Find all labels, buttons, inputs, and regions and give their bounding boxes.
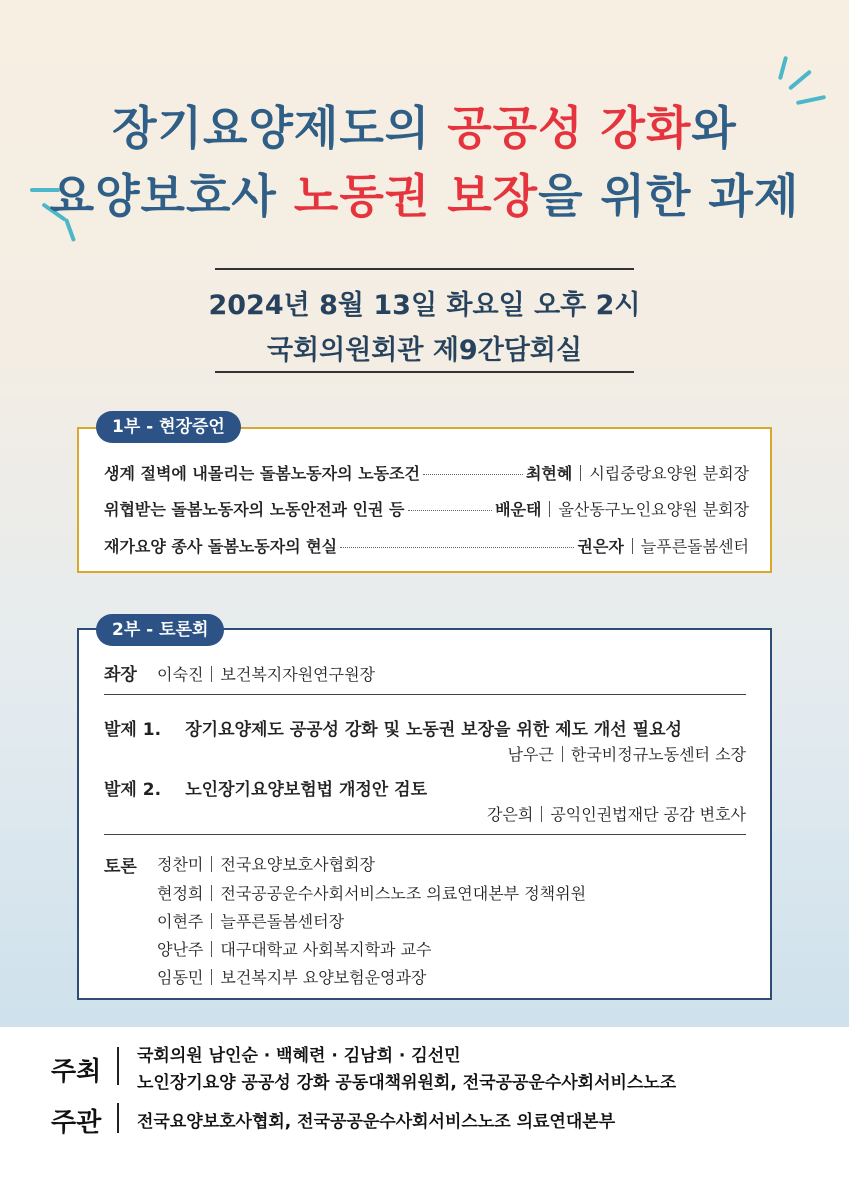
discussant-row (157, 909, 344, 932)
discussant-name: 임동민 (157, 968, 204, 987)
leader-dots (340, 547, 574, 548)
footer (0, 1027, 849, 1200)
separator (211, 941, 212, 957)
separator (549, 501, 550, 517)
event-venue: 국회의원회관 제9간담회실 (266, 335, 583, 366)
separator (211, 856, 212, 872)
divider (104, 694, 746, 695)
presentation-speaker: 강은희 (486, 805, 534, 824)
discussion-label (104, 852, 137, 877)
discussant-name: 정찬미 (157, 855, 204, 874)
discussant-row (157, 965, 426, 988)
discussant-affiliation: 전국요양보호사협회장 (220, 855, 375, 874)
host-line-1: 국회의원 남인순 · 백혜련 · 김남희 · 김선민 (137, 1046, 461, 1066)
chair-label: 좌장 (104, 665, 137, 685)
separator (580, 465, 581, 481)
presentation-1-speaker-row (508, 742, 746, 765)
title-line-1 (0, 92, 849, 158)
host-line-2: 노인장기요양 공공성 강화 공동대책위원회, 전국공공운수사회서비스노조 (137, 1073, 677, 1093)
title-line1-highlight: 공공성 강화 (447, 101, 692, 155)
discussant-affiliation: 보건복지부 요양보험운영과장 (220, 968, 427, 987)
part1-item (104, 534, 749, 557)
separator (541, 806, 542, 822)
title-line2-highlight: 노동권 보장 (293, 169, 539, 223)
discussant-row (157, 881, 586, 904)
discussant-affiliation: 늘푸른돌봄센터장 (220, 912, 345, 931)
discussant-name: 현정희 (157, 884, 204, 903)
part1-item-topic: 생계 절벽에 내몰리는 돌봄노동자의 노동조건 (104, 464, 420, 483)
presentation-affiliation: 공익인권법재단 공감 변호사 (550, 805, 746, 824)
discussant-name: 양난주 (157, 940, 204, 959)
host-label: 주최 (51, 1057, 102, 1087)
title-line-2 (0, 160, 849, 226)
part1-item-affiliation: 시립중랑요양원 분회장 (589, 464, 749, 483)
chair-affiliation: 보건복지자원연구원장 (220, 665, 375, 684)
event-date: 2024년 8월 13일 화요일 오후 2시 (208, 290, 641, 321)
leader-dots (408, 510, 493, 511)
presentation-1-topic-row (104, 715, 682, 740)
presentation-2-topic-row (104, 775, 427, 800)
organizer-label: 주관 (51, 1108, 102, 1138)
organizer-bar (117, 1103, 119, 1133)
presentation-label: 발제 1. (104, 720, 162, 740)
decorative-stroke-right-1 (778, 56, 788, 80)
part1-item-topic: 위협받는 돌봄노동자의 노동안전과 인권 등 (104, 500, 405, 519)
presentation-topic: 장기요양제도 공공성 강화 및 노동권 보장을 위한 제도 개선 필요성 (185, 720, 682, 740)
part1-item-affiliation: 늘푸른돌봄센터 (640, 537, 749, 556)
separator (211, 969, 212, 985)
part1-item-speaker: 권은자 (577, 537, 624, 556)
part1-item-affiliation: 울산동구노인요양원 분회장 (558, 500, 749, 519)
divider-top (215, 268, 634, 270)
part2-tag: 2부 - 토론회 (96, 614, 224, 646)
separator (211, 913, 212, 929)
divider-bottom (215, 371, 634, 373)
title-line1-part1: 장기요양제도의 (112, 101, 448, 155)
separator (211, 666, 212, 682)
part1-item (104, 461, 749, 484)
presentation-label: 발제 2. (104, 780, 162, 800)
part1-item-speaker: 최현혜 (525, 464, 573, 483)
presentation-2-speaker-row (487, 802, 746, 825)
divider (104, 834, 746, 835)
discussant-affiliation: 대구대학교 사회복지학과 교수 (220, 940, 432, 959)
chair-name: 이숙진 (157, 665, 204, 684)
separator (562, 746, 563, 762)
discussant-affiliation: 전국공공운수사회서비스노조 의료연대본부 정책위원 (220, 884, 587, 903)
discussant-name: 이현주 (157, 912, 204, 931)
title-line1-part2: 와 (691, 101, 737, 155)
decorative-stroke-right-2 (788, 69, 812, 90)
part1-item (104, 497, 749, 520)
presentation-speaker: 남우근 (507, 745, 554, 764)
discussant-row (157, 937, 431, 960)
presentation-topic: 노인장기요양보험법 개정안 검토 (185, 780, 427, 800)
separator (632, 538, 633, 554)
host-bar (117, 1047, 119, 1085)
title-line2-part2: 을 위한 과제 (538, 169, 800, 223)
leader-dots (423, 474, 523, 475)
discussant-row (157, 852, 375, 875)
chair-row (104, 660, 375, 685)
separator (211, 885, 212, 901)
part1-item-speaker: 배운태 (495, 500, 542, 519)
organizer-line: 전국요양보호사협회, 전국공공운수사회서비스노조 의료연대본부 (137, 1112, 616, 1132)
part1-tag: 1부 - 현장증언 (96, 411, 241, 443)
title-line2-part1: 요양보호사 (49, 169, 294, 223)
discussion-label-text: 토론 (104, 857, 137, 877)
part1-item-topic: 재가요양 종사 돌봄노동자의 현실 (104, 537, 338, 556)
presentation-affiliation: 한국비정규노동센터 소장 (570, 745, 746, 764)
